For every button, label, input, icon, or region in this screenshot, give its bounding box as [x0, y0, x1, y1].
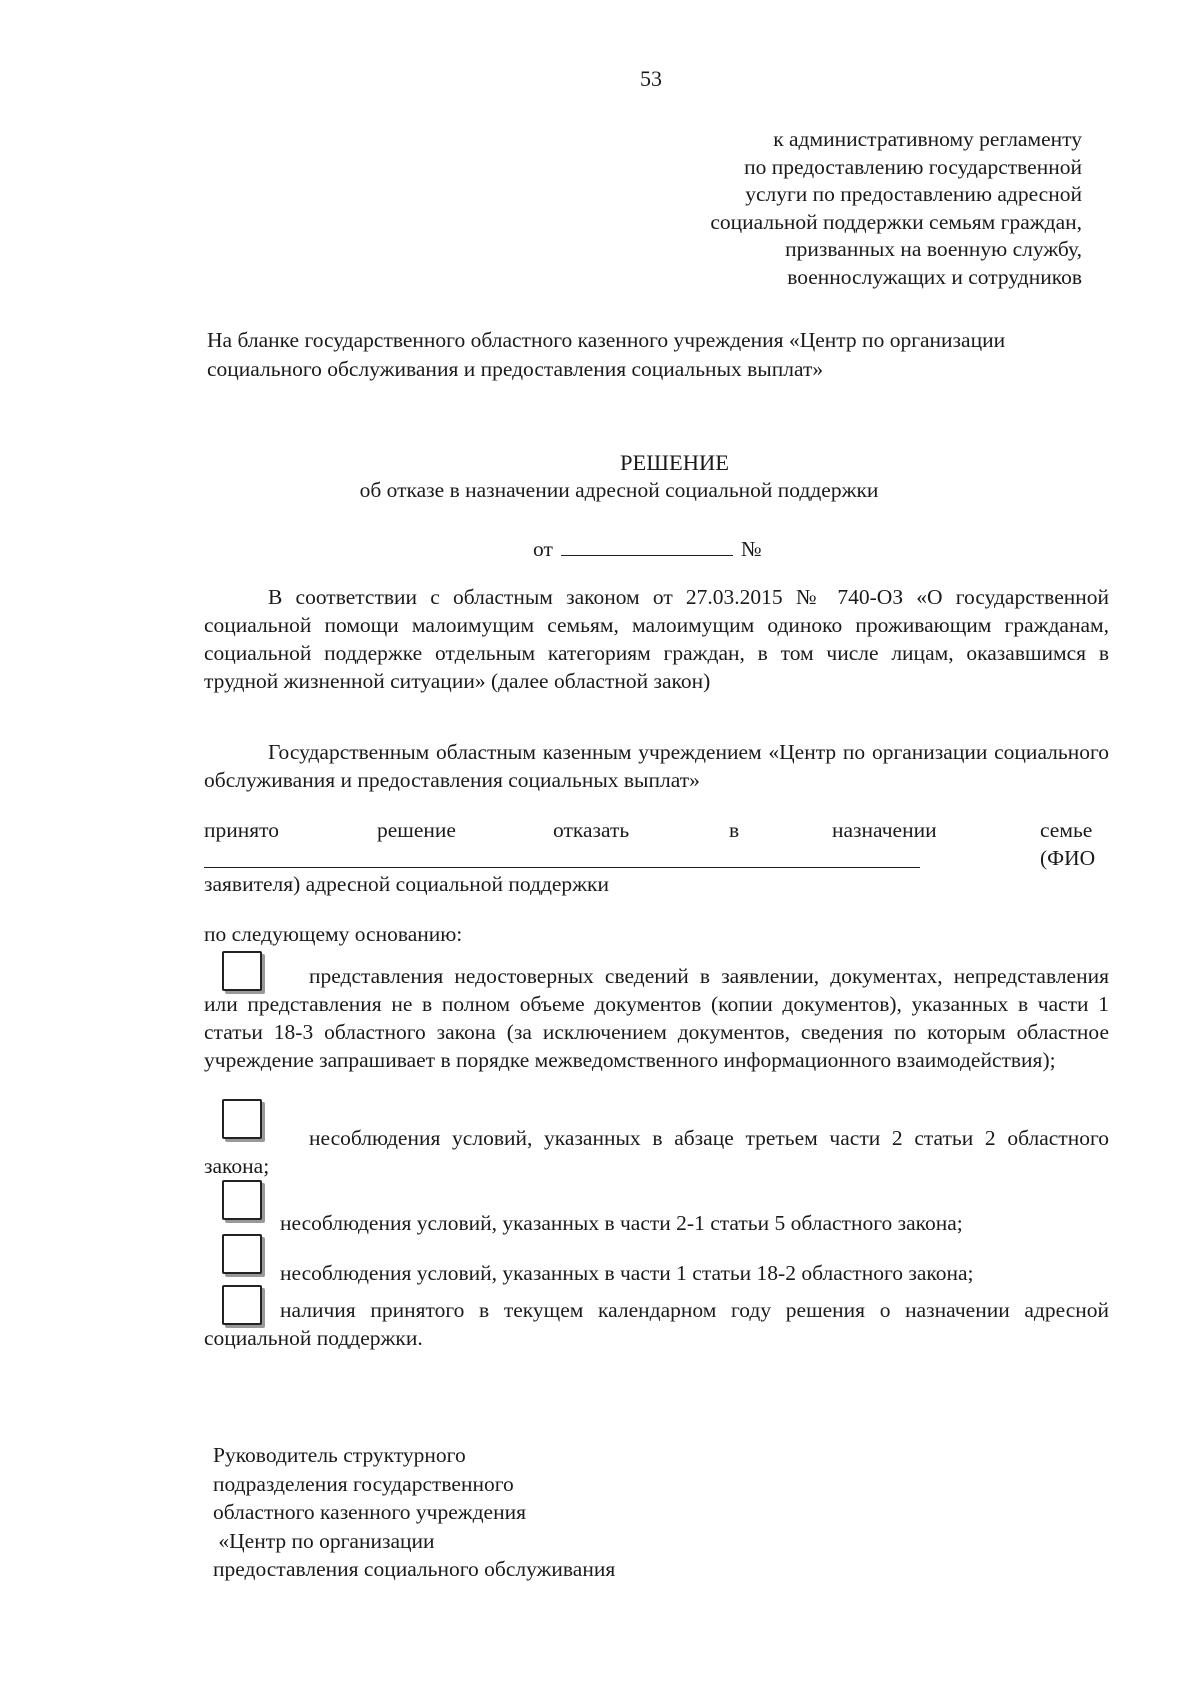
approval-line: услуги по предоставлению адресной	[745, 182, 1082, 206]
letterhead-note: На бланке государственного областного казенного учреждения «Центр по организации социального обслуживания и предоставления социальных выплат»	[207, 328, 1006, 381]
date-from-label: от	[533, 537, 553, 561]
law-reference-paragraph	[204, 583, 1109, 695]
approval-line: военнослужащих и сотрудников	[787, 264, 1082, 289]
decision-word: принято	[204, 818, 280, 842]
fio-blank-field[interactable]	[204, 867, 920, 868]
approval-line: к административному регламенту	[773, 127, 1082, 151]
signature-line: предоставления социального обслуживания	[213, 1557, 616, 1581]
date-blank-field[interactable]	[561, 533, 733, 556]
approval-line: социальной поддержки семьям граждан,	[710, 209, 1082, 234]
basis-label: по следующему основанию:	[204, 922, 463, 946]
page-number: 53	[640, 66, 662, 91]
law-reference-text: В соответствии с областным законом от 27.03.2015 № 740-ОЗ «О государственной социальной помощи малоимущим семьям, малоимущим одиноко проживающим гражданам, социальной поддержке отдельным категориям граждан, в том числе лицам, оказавшимся в трудной жизненной ситуации» (далее областной закон)	[204, 585, 1109, 693]
signature-line: подразделения государственного	[213, 1471, 514, 1496]
signature-line: областного казенного учреждения	[213, 1500, 526, 1524]
decision-word: в	[729, 818, 740, 842]
approval-line: призванных на военную службу,	[785, 237, 1082, 261]
reason-text: наличия принятого в текущем календарном году решения о назначении адресной социальной поддержки.	[204, 1298, 1109, 1350]
decision-word: решение	[377, 818, 456, 842]
reason-option-1	[204, 962, 1109, 1074]
institution-paragraph	[204, 738, 1109, 794]
decision-word: семье	[1040, 818, 1093, 842]
approval-reference	[522, 126, 1082, 291]
decision-word: назначении	[832, 818, 937, 842]
signature-line: «Центр по организации	[213, 1528, 435, 1553]
fio-label: (ФИО	[1040, 846, 1096, 870]
institution-text: Государственным областным казенным учреждением «Центр по организации социального обслуживания и предоставления социальных выплат»	[204, 740, 1109, 792]
reason-option-4: несоблюдения условий, указанных в части 1 статьи 18-2 областного закона;	[280, 1261, 974, 1285]
signature-line: Руководитель структурного	[213, 1443, 466, 1467]
approval-line: по предоставлению государственной	[744, 154, 1082, 179]
decision-word: отказать	[553, 818, 630, 842]
document-title: РЕШЕНИЕ	[620, 450, 729, 475]
document-subtitle: об отказе в назначении адресной социальной поддержки	[359, 478, 879, 502]
decision-row	[204, 818, 1109, 872]
signature-block	[213, 1441, 615, 1584]
date-number-line	[533, 533, 761, 562]
reason-text: несоблюдения условий, указанных в абзаце третьем части 2 статьи 2 областного закона;	[204, 1126, 1109, 1178]
reason-checkbox-3[interactable]	[222, 1180, 262, 1220]
number-sign-label: №	[740, 537, 762, 561]
reason-text: представления недостоверных сведений в заявлении, документах, непредставления или представления не в полном объеме документов (копии документов), указанных в части 1 статьи 18-3 областного закона (за исключением документов, сведения по которым областное учреждение запрашивает в порядке межведомственного информационного взаимодействия);	[204, 964, 1109, 1072]
decision-tail: заявителя) адресной социальной поддержки	[204, 872, 609, 896]
reason-checkbox-4[interactable]	[222, 1234, 262, 1274]
reason-option-2	[204, 1124, 1109, 1180]
reason-option-3: несоблюдения условий, указанных в части 2-1 статьи 5 областного закона;	[280, 1211, 963, 1235]
reason-option-5	[204, 1296, 1109, 1352]
